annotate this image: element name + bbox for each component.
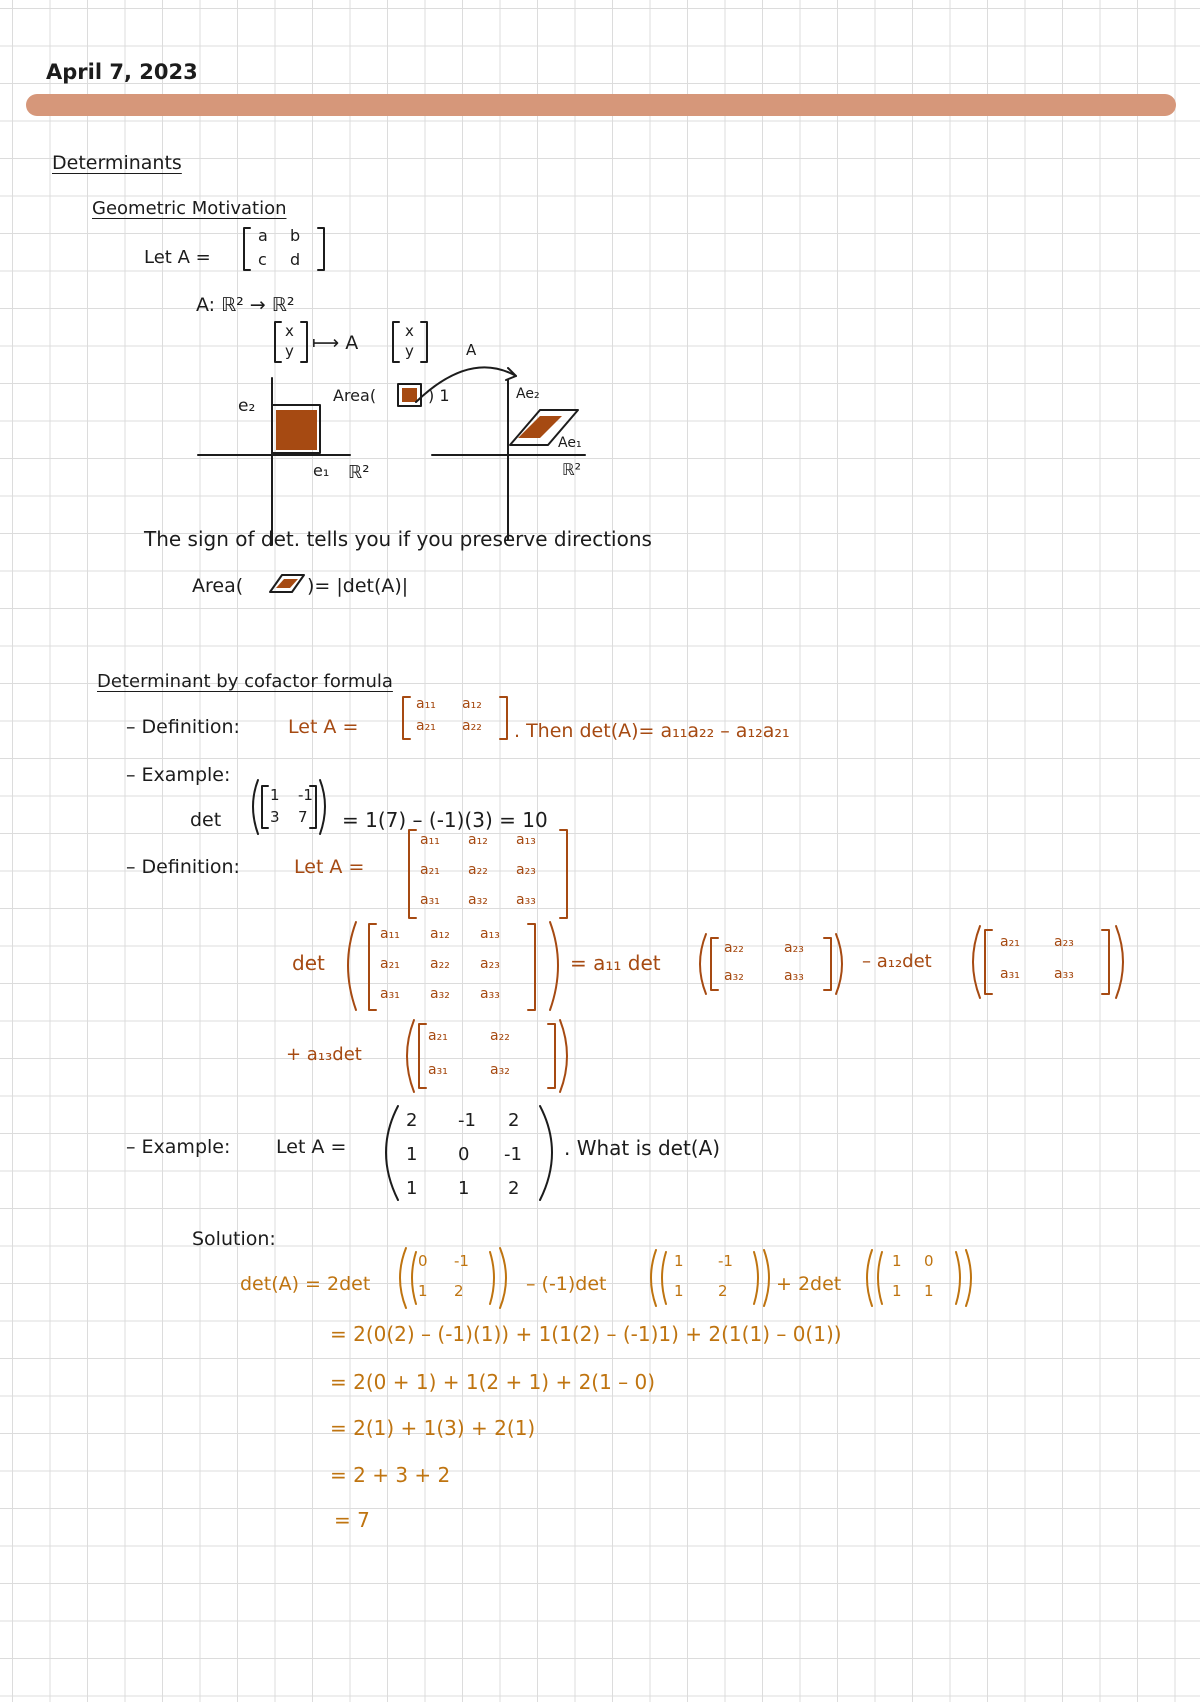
minor2-21: a₃₁ <box>1000 966 1020 982</box>
e1m-11: 1 <box>270 786 280 804</box>
solution-step-1: = 2(0(2) – (-1)(1)) + 1(1(2) – (-1)1) + 2(1(1) – 0(1)) <box>330 1322 842 1346</box>
ex2m-11: 2 <box>406 1110 418 1131</box>
vec-right-x: x <box>405 322 414 340</box>
area-label-tail: ) 1 <box>428 386 450 405</box>
solution-line0-a: det(A) = 2det <box>240 1273 371 1295</box>
minor1-11: a₂₂ <box>724 940 744 956</box>
d2m-23: a₂₃ <box>516 862 536 878</box>
minor3-11: a₂₁ <box>428 1028 448 1044</box>
solution-step-2: = 2(0 + 1) + 1(2 + 1) + 2(1 – 0) <box>330 1370 656 1394</box>
definition1-let: Let A = <box>288 716 359 738</box>
minor2-22: a₃₃ <box>1054 966 1074 982</box>
vec-left-x: x <box>285 322 294 340</box>
solution-label: Solution: <box>192 1228 276 1250</box>
em-31: a₃₁ <box>380 986 400 1002</box>
area-formula-end: )= |det(A)| <box>307 575 409 597</box>
expansion-term3: + a₁₃det <box>286 1044 362 1065</box>
map-text: A: ℝ² → ℝ² <box>196 294 295 316</box>
d1m-12: a₁₂ <box>462 696 482 712</box>
ex2m-23: -1 <box>504 1144 522 1165</box>
d1m-22: a₂₂ <box>462 718 482 734</box>
maps-to-text: ⟼ A <box>312 332 359 354</box>
transform-arrow <box>416 367 516 405</box>
s1m-12: -1 <box>454 1252 469 1270</box>
em-23: a₂₃ <box>480 956 500 972</box>
em-11: a₁₁ <box>380 926 400 942</box>
vec-right-y: y <box>405 342 414 360</box>
r2-right-label: ℝ² <box>562 460 582 479</box>
d2m-33: a₃₃ <box>516 892 536 908</box>
minor3-21: a₃₁ <box>428 1062 448 1078</box>
em-12: a₁₂ <box>430 926 450 942</box>
expansion-term1: = a₁₁ det <box>570 951 661 975</box>
date: April 7, 2023 <box>46 60 198 84</box>
em-32: a₃₂ <box>430 986 450 1002</box>
matrix-a-21: c <box>258 250 267 269</box>
solution-line0-c: + 2det <box>776 1273 842 1295</box>
expansion-det: det <box>292 951 325 975</box>
ex2m-22: 0 <box>458 1144 470 1165</box>
minor3-22: a₃₂ <box>490 1062 510 1078</box>
ex2m-31: 1 <box>406 1178 418 1199</box>
s2m-22: 2 <box>718 1282 728 1300</box>
example1-result: = 1(7) – (-1)(3) = 10 <box>342 808 548 832</box>
example2-question: . What is det(A) <box>564 1136 721 1160</box>
sign-explanation: The sign of det. tells you if you preserve directions <box>144 527 652 551</box>
ex2m-21: 1 <box>406 1144 418 1165</box>
d2m-11: a₁₁ <box>420 832 440 848</box>
definition2-let: Let A = <box>294 856 365 878</box>
minor2-12: a₂₃ <box>1054 934 1074 950</box>
solution-line0-b: – (-1)det <box>526 1273 607 1295</box>
example1-label: – Example: <box>126 764 231 786</box>
s3m-22: 1 <box>924 1282 934 1300</box>
minor2-11: a₂₁ <box>1000 934 1020 950</box>
em-33: a₃₃ <box>480 986 500 1002</box>
d2m-13: a₁₃ <box>516 832 536 848</box>
unit-square-fill <box>276 410 317 450</box>
d2m-32: a₃₂ <box>468 892 488 908</box>
example2-let: Let A = <box>276 1136 347 1158</box>
minor1-22: a₃₃ <box>784 968 804 984</box>
let-a-label: Let A = <box>144 247 211 268</box>
ex2m-33: 2 <box>508 1178 520 1199</box>
minor3-12: a₂₂ <box>490 1028 510 1044</box>
definition2-prefix: – Definition: <box>126 856 240 878</box>
d2m-22: a₂₂ <box>468 862 488 878</box>
minor1-21: a₃₂ <box>724 968 744 984</box>
matrix-a-12: b <box>290 226 301 245</box>
definition1-prefix: – Definition: <box>126 716 240 738</box>
example2-label: – Example: <box>126 1136 231 1158</box>
s1m-21: 1 <box>418 1282 428 1300</box>
s3m-21: 1 <box>892 1282 902 1300</box>
area-formula-start: Area( <box>192 575 244 597</box>
section-title: Determinants <box>52 152 182 174</box>
area-label: Area( <box>333 386 377 405</box>
d1m-11: a₁₁ <box>416 696 436 712</box>
s1m-22: 2 <box>454 1282 464 1300</box>
expansion-term2: – a₁₂det <box>862 951 932 972</box>
ex2m-32: 1 <box>458 1178 470 1199</box>
solution-step-4: = 2 + 3 + 2 <box>330 1463 451 1487</box>
e1-label: e₁ <box>313 461 330 480</box>
solution-step-3: = 2(1) + 1(3) + 2(1) <box>330 1416 536 1440</box>
d1m-21: a₂₁ <box>416 718 436 734</box>
e1m-21: 3 <box>270 808 280 826</box>
arrow-label-a: A <box>466 341 477 359</box>
ae2-label: Ae₂ <box>516 386 540 402</box>
s2m-12: -1 <box>718 1252 733 1270</box>
em-13: a₁₃ <box>480 926 500 942</box>
e1m-12: -1 <box>298 786 313 804</box>
s3m-11: 1 <box>892 1252 902 1270</box>
s1m-11: 0 <box>418 1252 428 1270</box>
r2-left-label: ℝ² <box>348 462 370 483</box>
matrix-a-22: d <box>290 250 301 269</box>
subsection-title: Geometric Motivation <box>92 198 287 219</box>
e2-label: e₂ <box>238 396 256 416</box>
ex2m-12: -1 <box>458 1110 476 1131</box>
em-21: a₂₁ <box>380 956 400 972</box>
s3m-12: 0 <box>924 1252 934 1270</box>
d2m-12: a₁₂ <box>468 832 488 848</box>
d2m-21: a₂₁ <box>420 862 440 878</box>
definition1-formula: . Then det(A)= a₁₁a₂₂ – a₁₂a₂₁ <box>514 720 790 742</box>
e1m-22: 7 <box>298 808 308 826</box>
ex2m-13: 2 <box>508 1110 520 1131</box>
cofactor-title: Determinant by cofactor formula <box>97 671 393 692</box>
minor1-12: a₂₃ <box>784 940 804 956</box>
s2m-21: 1 <box>674 1282 684 1300</box>
em-22: a₂₂ <box>430 956 450 972</box>
example1-det: det <box>190 809 222 831</box>
d2m-31: a₃₁ <box>420 892 440 908</box>
s2m-11: 1 <box>674 1252 684 1270</box>
matrix-a-11: a <box>258 226 268 245</box>
solution-final: = 7 <box>334 1508 370 1532</box>
ae1-label: Ae₁ <box>558 435 582 451</box>
vec-left-y: y <box>285 342 294 360</box>
